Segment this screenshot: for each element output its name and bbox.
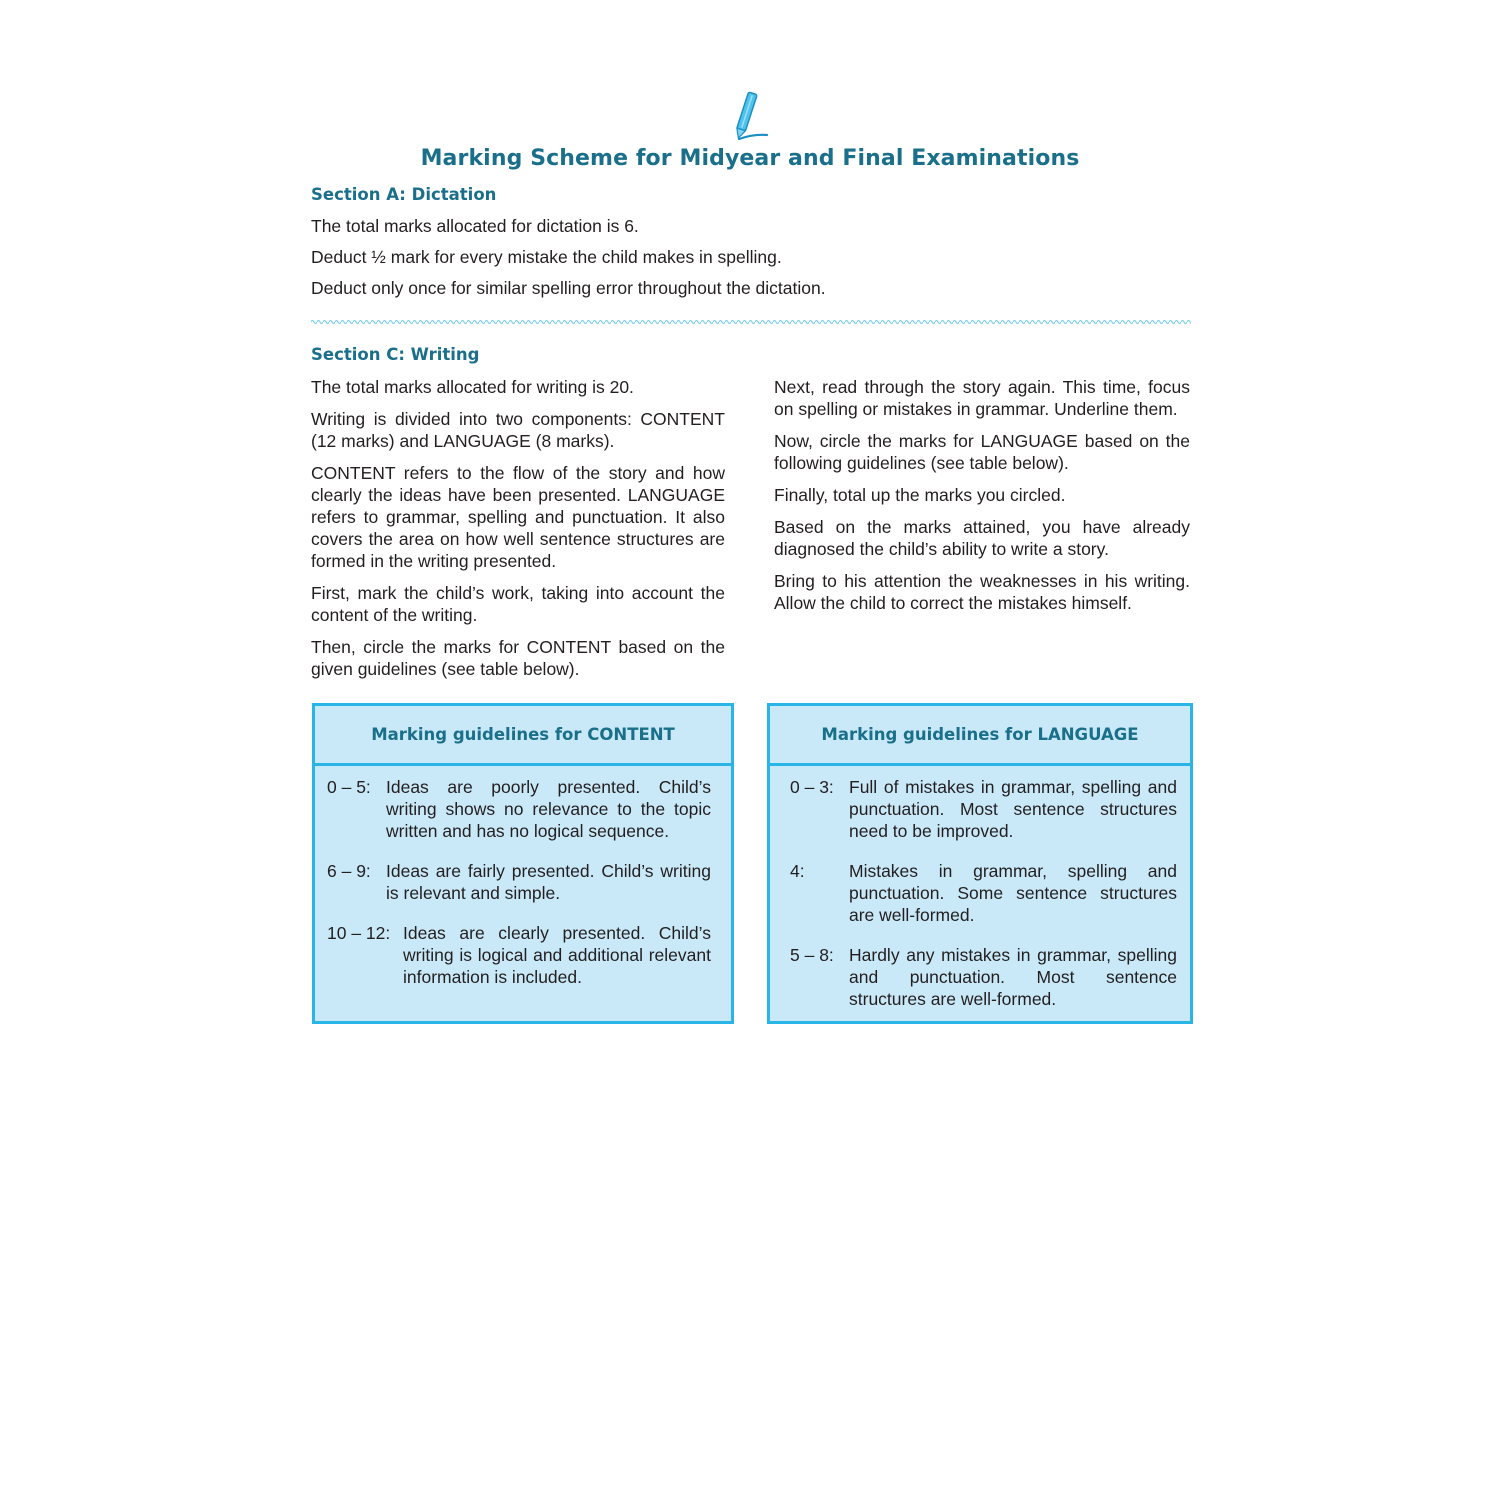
section-c-heading: Section C: Writing bbox=[311, 345, 480, 364]
writing-paragraph: Next, read through the story again. This time, focus on spelling or mistakes in grammar. Underline them. bbox=[774, 377, 1190, 419]
dictation-line: Deduct only once for similar spelling error throughout the dictation. bbox=[311, 278, 826, 298]
guideline-entry bbox=[790, 944, 1177, 1010]
guideline-text: Ideas are fairly presented. Child’s writing is relevant and simple. bbox=[386, 861, 711, 903]
writing-paragraph: The total marks allocated for writing is 20. bbox=[311, 377, 634, 397]
pencil-icon bbox=[727, 88, 777, 144]
language-guidelines-list bbox=[770, 766, 1190, 1010]
writing-paragraph: Based on the marks attained, you have already diagnosed the child’s ability to write a story. bbox=[774, 517, 1190, 559]
writing-paragraph: Now, circle the marks for LANGUAGE based on the following guidelines (see table below). bbox=[774, 431, 1190, 473]
writing-paragraph: Then, circle the marks for CONTENT based on the given guidelines (see table below). bbox=[311, 637, 725, 679]
guideline-range: 4: bbox=[790, 861, 805, 881]
writing-paragraph: Bring to his attention the weaknesses in his writing. Allow the child to correct the mistakes himself. bbox=[774, 571, 1190, 613]
guideline-entry bbox=[327, 776, 711, 842]
guideline-text: Ideas are clearly presented. Child’s writing is logical and additional relevant information is included. bbox=[403, 923, 711, 987]
wavy-divider bbox=[311, 317, 1191, 327]
section-a-heading: Section A: Dictation bbox=[311, 185, 497, 204]
guideline-entry bbox=[790, 860, 1177, 926]
writing-left-column bbox=[311, 376, 725, 690]
guideline-text: Ideas are poorly presented. Child’s writing shows no relevance to the topic written and has no logical sequence. bbox=[386, 777, 711, 841]
content-guidelines-box bbox=[312, 703, 734, 1024]
guideline-range: 10 – 12: bbox=[327, 923, 391, 943]
guideline-text: Full of mistakes in grammar, spelling and punctuation. Most sentence structures need to be improved. bbox=[849, 777, 1177, 841]
guideline-text: Mistakes in grammar, spelling and punctuation. Some sentence structures are well-formed. bbox=[849, 861, 1177, 925]
guideline-entry bbox=[790, 776, 1177, 842]
guideline-text: Hardly any mistakes in grammar, spelling and punctuation. Most sentence structures are well-formed. bbox=[849, 945, 1177, 1009]
guideline-range: 0 – 5: bbox=[327, 777, 371, 797]
language-guidelines-heading: Marking guidelines for LANGUAGE bbox=[770, 706, 1190, 766]
writing-right-column bbox=[774, 376, 1190, 624]
writing-paragraph: Writing is divided into two components: CONTENT (12 marks) and LANGUAGE (8 marks). bbox=[311, 409, 725, 451]
dictation-line: The total marks allocated for dictation is 6. bbox=[311, 216, 639, 236]
guideline-entry bbox=[327, 922, 711, 988]
dictation-line: Deduct ½ mark for every mistake the child makes in spelling. bbox=[311, 247, 782, 267]
writing-paragraph: CONTENT refers to the flow of the story and how clearly the ideas have been presented. LANGUAGE refers to grammar, spelling and punctuation. It also covers the area on how well sentence structures are formed in the writing presented. bbox=[311, 463, 725, 571]
page-title: Marking Scheme for Midyear and Final Examinations bbox=[420, 146, 1080, 171]
writing-paragraph: Finally, total up the marks you circled. bbox=[774, 485, 1066, 505]
writing-paragraph: First, mark the child’s work, taking into account the content of the writing. bbox=[311, 583, 725, 625]
guideline-range: 6 – 9: bbox=[327, 861, 371, 881]
content-guidelines-list bbox=[315, 766, 731, 988]
guideline-range: 0 – 3: bbox=[790, 777, 834, 797]
guideline-entry bbox=[327, 860, 711, 904]
language-guidelines-box bbox=[767, 703, 1193, 1024]
content-guidelines-heading: Marking guidelines for CONTENT bbox=[315, 706, 731, 766]
guideline-range: 5 – 8: bbox=[790, 945, 834, 965]
